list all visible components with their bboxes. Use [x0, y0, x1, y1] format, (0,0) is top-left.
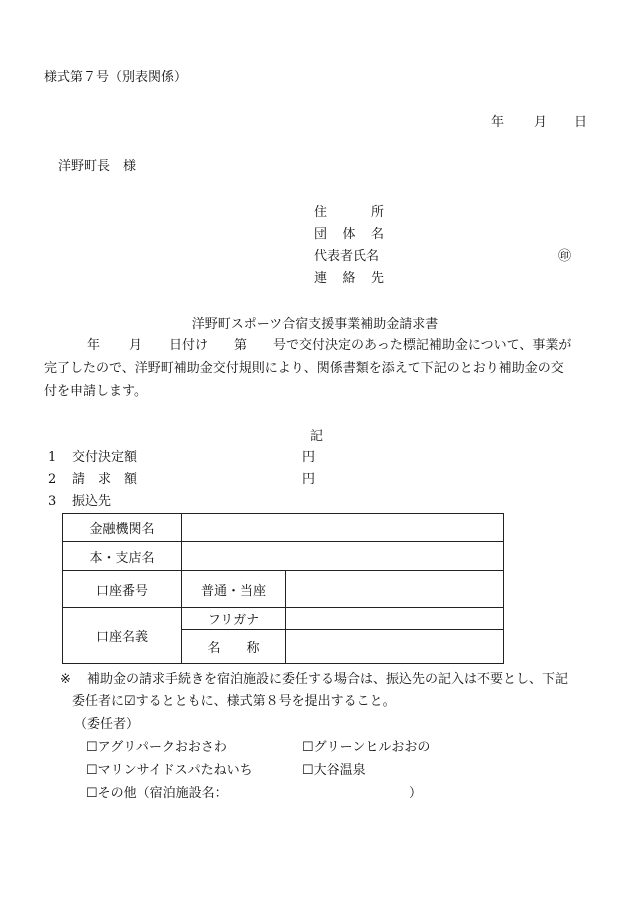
- branch-field[interactable]: [182, 542, 504, 571]
- item-3-label: 振込先: [72, 494, 112, 509]
- bank-account-table: [62, 513, 504, 664]
- form-number: 様式第７号（別表関係）: [44, 70, 188, 85]
- account-number-field[interactable]: [286, 571, 504, 608]
- date-day-label: 日: [574, 115, 588, 130]
- checkbox-icon[interactable]: ☐: [302, 740, 314, 755]
- bank-name-field[interactable]: [182, 514, 504, 542]
- furigana-label: フリガナ: [182, 608, 286, 630]
- body-month: 月: [129, 338, 143, 353]
- checked-box-icon: ☑: [124, 694, 136, 709]
- org-name-label: 団体名: [314, 227, 384, 242]
- note-line-2: 委任者に☑するとともに、様式第８号を提出すること。: [72, 694, 396, 709]
- item-2-number: 2: [48, 472, 57, 487]
- document-title: 洋野町スポーツ合宿支援事業補助金請求書: [191, 317, 439, 332]
- body-number-prefix: 第: [234, 338, 248, 353]
- body-line-2: 完了したので、洋野町補助金交付規則により、関係書類を添えて下記のとおり補助金の交: [44, 361, 564, 376]
- delegate-option-marinside[interactable]: ☐マリンサイドスパたねいち: [86, 763, 253, 778]
- item-2-label: 請求額: [72, 472, 137, 487]
- account-number-label: 口座番号: [63, 571, 182, 608]
- branch-label: 本・支店名: [63, 542, 182, 571]
- address-label: 住所: [314, 205, 384, 220]
- item-2-unit: 円: [302, 472, 316, 487]
- checkbox-icon[interactable]: ☐: [86, 740, 98, 755]
- item-1-number: 1: [48, 450, 57, 465]
- other-close-paren: ）: [409, 786, 423, 801]
- checkbox-icon[interactable]: ☐: [302, 763, 314, 778]
- account-holder-label: 口座名義: [63, 608, 182, 664]
- furigana-field[interactable]: [286, 608, 504, 630]
- delegate-option-other[interactable]: ☐その他（宿泊施設名：: [86, 786, 228, 801]
- note-line-1: 補助金の請求手続きを宿泊施設に委任する場合は、振込先の記入は不要とし、下記: [87, 672, 569, 687]
- delegate-heading: （委任者）: [74, 717, 140, 732]
- holder-name-label: 名称: [182, 630, 286, 664]
- item-3-number: 3: [48, 494, 57, 509]
- addressee: 洋野町長 様: [58, 159, 137, 174]
- delegate-option-greenhill[interactable]: ☐グリーンヒルおおの: [302, 740, 431, 755]
- delegate-option-otani[interactable]: ☐大谷温泉: [302, 763, 366, 778]
- checkbox-icon[interactable]: ☐: [86, 763, 98, 778]
- note-mark: ※: [60, 672, 71, 687]
- date-year-label: 年: [491, 115, 505, 130]
- contact-label: 連絡先: [314, 271, 384, 286]
- holder-name-field[interactable]: [286, 630, 504, 664]
- checkbox-icon[interactable]: ☐: [86, 786, 98, 801]
- bank-name-label: 金融機関名: [63, 514, 182, 542]
- account-type-label: 普通・当座: [182, 571, 286, 608]
- item-1-label: 交付決定額: [72, 450, 138, 465]
- ki-heading: 記: [310, 429, 324, 444]
- item-1-unit: 円: [302, 450, 316, 465]
- delegate-option-agripark[interactable]: ☐アグリパークおおさわ: [86, 740, 227, 755]
- body-line-1: 号で交付決定のあった標記補助金について、事業が: [273, 338, 572, 353]
- body-line-3: 付を申請します。: [44, 384, 147, 399]
- body-year: 年: [87, 338, 101, 353]
- representative-name-label: 代表者氏名: [314, 249, 380, 264]
- body-date-suffix: 日付け: [169, 338, 209, 353]
- seal-mark: ㊞: [558, 249, 572, 264]
- date-month-label: 月: [534, 115, 548, 130]
